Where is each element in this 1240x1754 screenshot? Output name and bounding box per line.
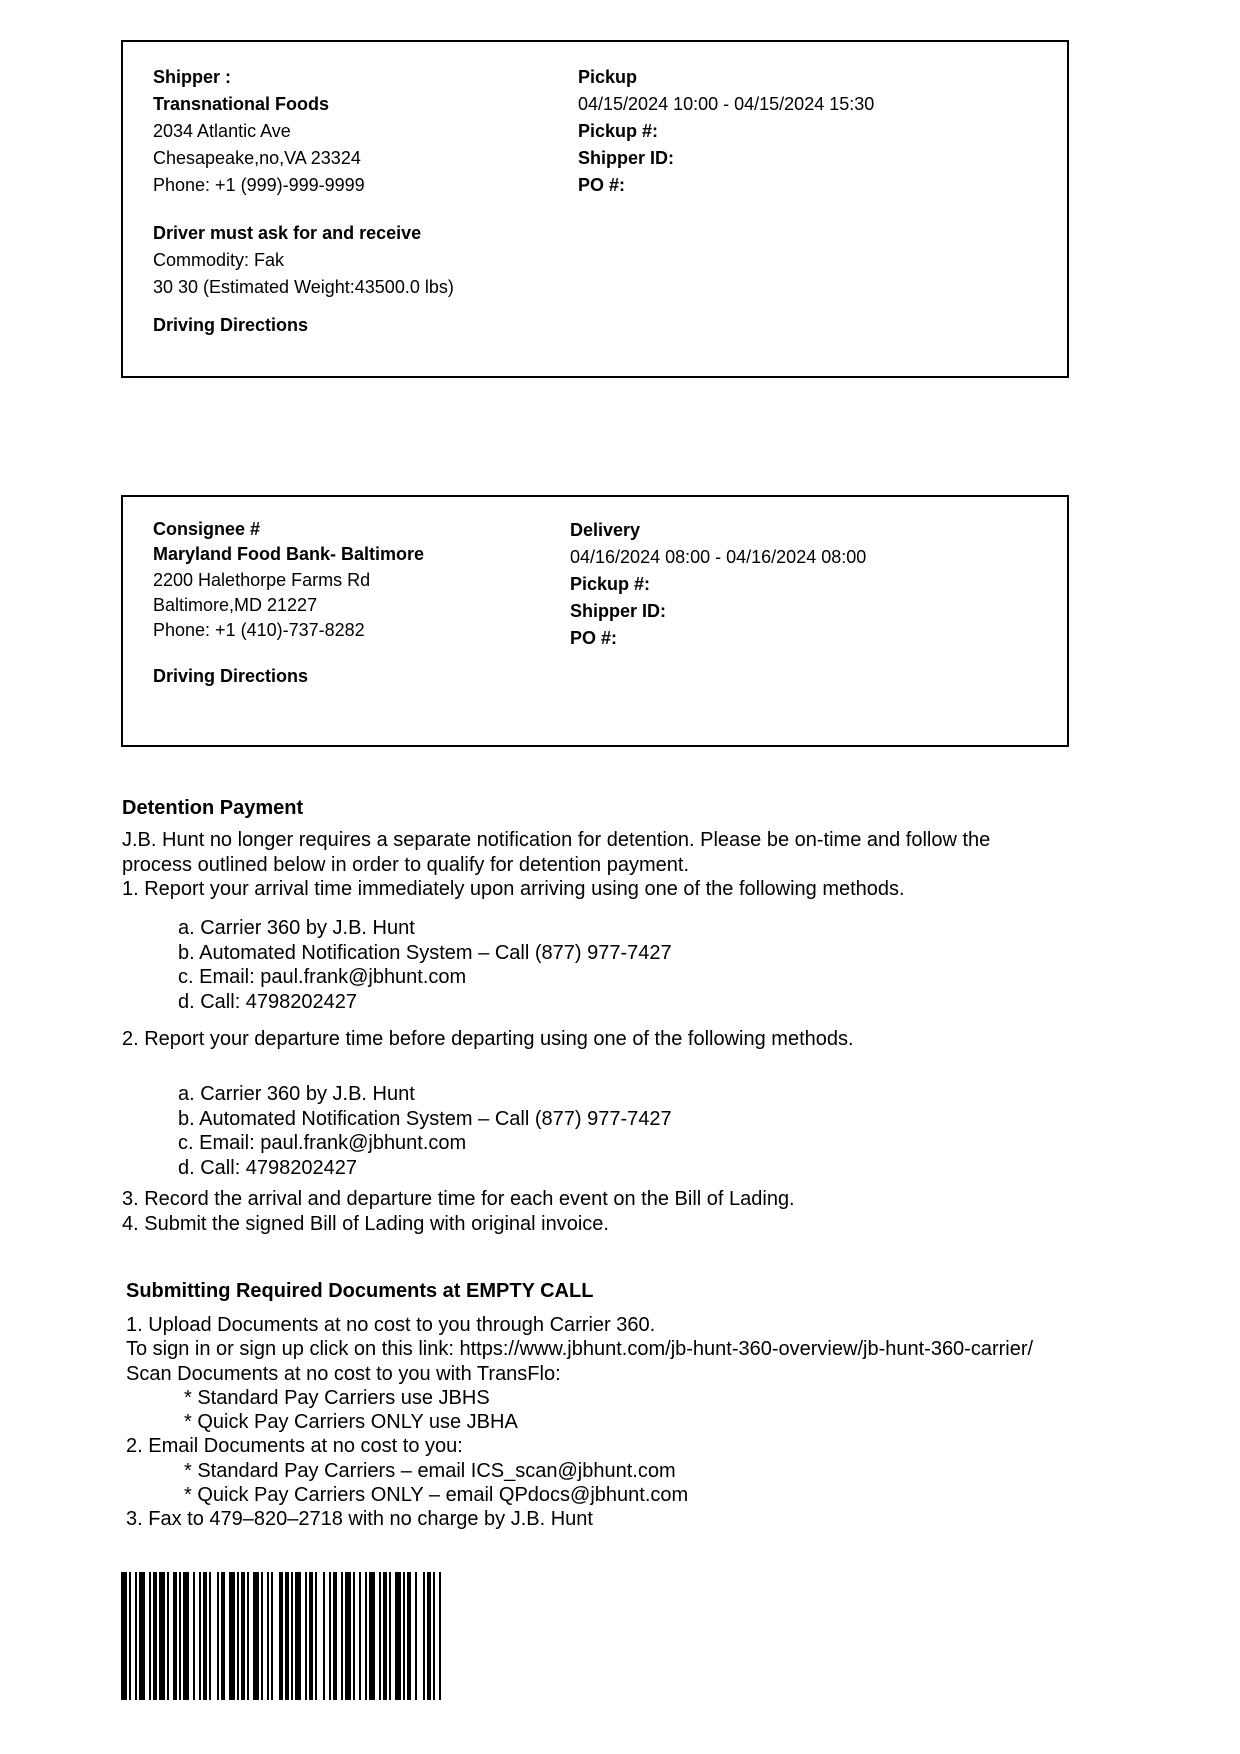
barcode-bar [253, 1572, 259, 1700]
delivery-heading: Delivery [570, 520, 641, 540]
shipper-name: Transnational Foods [153, 94, 330, 114]
barcode-bar [241, 1572, 245, 1700]
barcode-bar [379, 1572, 381, 1700]
shipper-phone: Phone: +1 (999)-999-9999 [153, 175, 365, 195]
arrival-methods-list [122, 916, 672, 1014]
list-item: c. Email: paul.frank@jbhunt.com [178, 966, 467, 988]
consignee-address-line1: 2200 Halethorpe Farms Rd [153, 569, 371, 590]
consignee-name: Maryland Food Bank- Baltimore [153, 544, 425, 565]
barcode-bar [415, 1572, 417, 1700]
barcode-bar [135, 1572, 137, 1700]
barcode-bar [261, 1572, 263, 1700]
carrier-360-link[interactable]: To sign in or sign up click on this link: https://www.jbhunt.com/jb-hunt-360-overview/jb-hunt-360-carrier/ [126, 1338, 1034, 1361]
barcode-bar [173, 1572, 177, 1700]
barcode-bar [179, 1572, 181, 1700]
barcode-bar [423, 1572, 425, 1700]
delivery-column [570, 517, 866, 652]
consignee-address-line2: Baltimore,MD 21227 [153, 594, 318, 615]
barcode-bar [291, 1572, 293, 1700]
barcode-bar [285, 1572, 289, 1700]
pickup-po-label: PO #: [578, 175, 626, 195]
documents-line-7: * Standard Pay Carriers – email ICS_scan@jbhunt.com [184, 1459, 676, 1482]
barcode [121, 1572, 559, 1700]
list-item: d. Call: 4798202427 [178, 1156, 358, 1179]
consignee-driving-directions[interactable]: Driving Directions [153, 666, 309, 686]
documents-title: Submitting Required Documents at EMPTY CALL [126, 1280, 594, 1302]
barcode-bar [329, 1572, 331, 1700]
barcode-bar [407, 1572, 411, 1700]
barcode-bar [153, 1572, 157, 1700]
barcode-bar [159, 1572, 165, 1700]
documents-line-5: * Quick Pay Carriers ONLY use JBHA [184, 1411, 518, 1434]
shipper-instructions [153, 220, 454, 301]
barcode-bar [305, 1572, 307, 1700]
shipper-section [121, 40, 1069, 378]
pickup-number-label: Pickup #: [578, 121, 659, 141]
pickup-window: 04/15/2024 10:00 - 04/15/2024 15:30 [578, 94, 875, 114]
shipper-column [153, 64, 365, 199]
list-item: b. Automated Notification System – Call (877) 977-7427 [178, 941, 672, 964]
documents-instructions [126, 1313, 1033, 1532]
estimated-weight: 30 30 (Estimated Weight:43500.0 lbs) [153, 277, 454, 297]
detention-step-4: 4. Submit the signed Bill of Lading with original invoice. [122, 1212, 609, 1235]
delivery-shipper-id-label: Shipper ID: [570, 601, 667, 621]
list-item: c. Email: paul.frank@jbhunt.com [178, 1132, 467, 1154]
barcode-bar [353, 1572, 355, 1700]
documents-line-6: 2. Email Documents at no cost to you: [126, 1435, 463, 1458]
barcode-bar [433, 1572, 435, 1700]
barcode-bar [309, 1572, 313, 1700]
documents-line-8: * Quick Pay Carriers ONLY – email QPdocs@jbhunt.com [184, 1484, 689, 1507]
detention-step-2: 2. Report your departure time before departing using one of the following methods. [122, 1028, 854, 1050]
barcode-bar [295, 1572, 301, 1700]
barcode-bar [427, 1572, 431, 1700]
detention-title: Detention Payment [122, 797, 304, 819]
barcode-bar [229, 1572, 235, 1700]
delivery-po-label: PO #: [570, 628, 618, 648]
documents-line-9: 3. Fax to 479–820–2718 with no charge by J.B. Hunt [126, 1508, 593, 1531]
barcode-bar [315, 1572, 317, 1700]
barcode-bar [365, 1572, 367, 1700]
barcode-bar [333, 1572, 337, 1700]
barcode-bar [139, 1572, 145, 1700]
barcode-bar [323, 1572, 325, 1700]
barcode-bar [359, 1572, 361, 1700]
barcode-bar [369, 1572, 375, 1700]
commodity: Commodity: Fak [153, 250, 285, 270]
barcode-bar [209, 1572, 211, 1700]
barcode-bar [237, 1572, 239, 1700]
consignee-column [153, 517, 424, 643]
shipper-address-line2: Chesapeake,no,VA 23324 [153, 148, 361, 168]
pickup-shipper-id-label: Shipper ID: [578, 148, 675, 168]
barcode-bar [183, 1572, 189, 1700]
consignee-phone: Phone: +1 (410)-737-8282 [153, 620, 365, 641]
barcode-bar [279, 1572, 283, 1700]
documents-line-3: Scan Documents at no cost to you with TransFlo: [126, 1362, 561, 1385]
documents-line-4: * Standard Pay Carriers use JBHS [184, 1386, 490, 1409]
barcode-bar [221, 1572, 225, 1700]
list-item: a. Carrier 360 by J.B. Hunt [178, 917, 415, 939]
shipper-address-line1: 2034 Atlantic Ave [153, 121, 291, 141]
barcode-bar [193, 1572, 195, 1700]
barcode-bar [403, 1572, 405, 1700]
list-item: b. Automated Notification System – Call (877) 977-7427 [178, 1107, 672, 1130]
delivery-window: 04/16/2024 08:00 - 04/16/2024 08:00 [570, 547, 867, 567]
barcode-bar [217, 1572, 219, 1700]
barcode-bar [129, 1572, 131, 1700]
detention-step-3: 3. Record the arrival and departure time for each event on the Bill of Lading. [122, 1188, 795, 1210]
shipper-driving-directions[interactable]: Driving Directions [153, 315, 309, 335]
barcode-bar [121, 1572, 127, 1700]
barcode-bar [395, 1572, 401, 1700]
barcode-bar [267, 1572, 269, 1700]
barcode-bar [247, 1572, 249, 1700]
barcode-bar [199, 1572, 201, 1700]
barcode-bar [271, 1572, 273, 1700]
consignee-section [121, 495, 1069, 747]
shipper-heading: Shipper : [153, 67, 232, 87]
list-item: a. Carrier 360 by J.B. Hunt [178, 1083, 415, 1105]
detention-step-1: 1. Report your arrival time immediately upon arriving using one of the following methods. [122, 878, 905, 900]
detention-steps-3-4 [122, 1187, 795, 1236]
barcode-bar [389, 1572, 391, 1700]
barcode-bar [149, 1572, 151, 1700]
detention-intro-line2: process outlined below in order to qualify for detention payment. [122, 853, 690, 876]
barcode-bar [383, 1572, 387, 1700]
detention-intro-line1: J.B. Hunt no longer requires a separate notification for detention. Please be on-time and follow the [122, 829, 991, 851]
pickup-column [578, 64, 874, 199]
barcode-bar [167, 1572, 169, 1700]
barcode-bar [439, 1572, 441, 1700]
list-item: d. Call: 4798202427 [178, 990, 358, 1013]
documents-line-1: 1. Upload Documents at no cost to you through Carrier 360. [126, 1314, 656, 1336]
pickup-heading: Pickup [578, 67, 638, 87]
barcode-bar [345, 1572, 351, 1700]
barcode-bar [341, 1572, 343, 1700]
departure-methods-list [122, 1082, 672, 1180]
instructions-heading: Driver must ask for and receive [153, 223, 422, 243]
detention-intro [122, 828, 990, 902]
consignee-heading: Consignee # [153, 519, 261, 539]
delivery-pickup-number-label: Pickup #: [570, 574, 651, 594]
barcode-bar [203, 1572, 207, 1700]
